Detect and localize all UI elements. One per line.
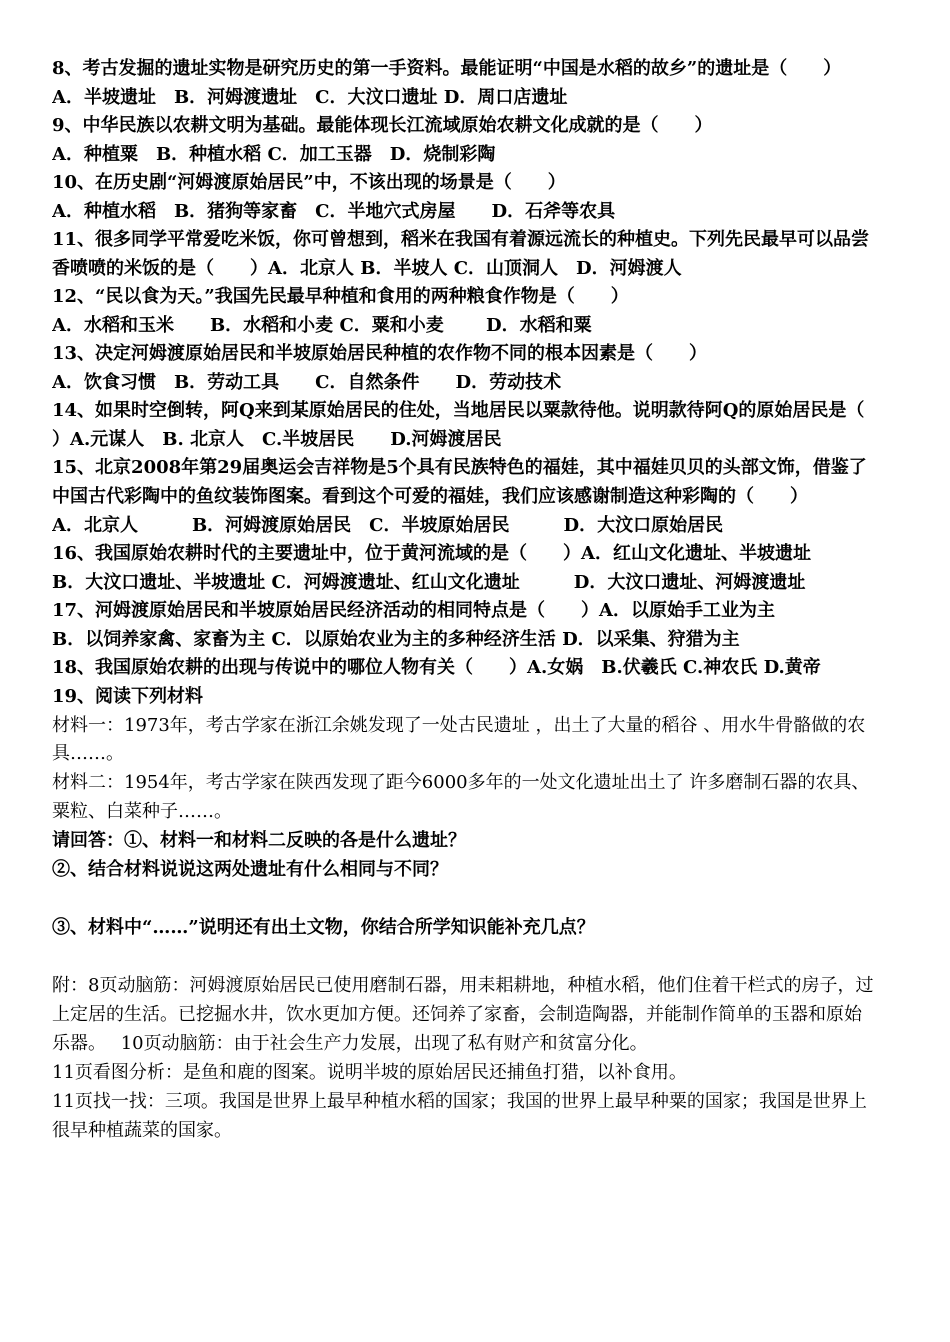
appendix-line-4: 11页看图分析：是鱼和鹿的图案。说明半坡的原始居民还捕鱼打猎，以补食用。	[52, 1062, 687, 1083]
question-19-part-1: 请回答：①、材料一和材料二反映的各是什么遗址？	[52, 830, 466, 851]
question-9-stem: 9、中华民族以农耕文明为基础。最能体现长江流域原始农耕文化成就的是（ ）	[52, 115, 713, 136]
appendix-line-1: 附：8页动脑筋：河姆渡原始居民已使用磨制石器，用耒耜耕地，种植水稻，他们住着干栏式的房子，过	[52, 975, 874, 996]
material-2-line-1: 材料二：1954年，考古学家在陕西发现了距今6000多年的一处文化遗址出土了 许多磨制石器的农具、	[52, 772, 870, 793]
question-15-stem-2: 中国古代彩陶中的鱼纹装饰图案。看到这个可爱的福娃，我们应该感谢制造这种彩陶的（ ）	[52, 486, 808, 507]
question-8-stem: 8、考古发掘的遗址实物是研究历史的第一手资料。最能证明“中国是水稻的故乡”的遗址是（ ）	[52, 58, 842, 79]
question-15-options: A．北京人 B．河姆渡原始居民 C．半坡原始居民 D．大汶口原始居民	[52, 515, 724, 536]
question-16-stem: 16、我国原始农耕时代的主要遗址中，位于黄河流域的是（ ）A．红山文化遗址、半坡遗址	[52, 543, 812, 564]
material-1-line-2: 具……。	[52, 743, 124, 764]
question-10-options: A．种植水稻 B．猪狗等家畜 C．半地穴式房屋 D．石斧等农具	[52, 201, 616, 222]
material-1-line-1: 材料一：1973年，考古学家在浙江余姚发现了一处古民遗址 ，出土了大量的稻谷 、用水牛骨骼做的农	[52, 715, 866, 736]
appendix-line-6: 很早种植蔬菜的国家。	[52, 1120, 232, 1141]
question-12-stem: 12、“民以食为天。”我国先民最早种植和食用的两种粮食作物是（ ）	[52, 286, 629, 307]
question-15-stem-1: 15、北京2008年第29届奥运会吉祥物是5个具有民族特色的福娃，其中福娃贝贝的头部文饰，借鉴了	[52, 457, 867, 478]
material-2-line-2: 粟粒、白菜种子……。	[52, 801, 232, 822]
question-9-options: A．种植粟 B．种植水稻 C．加工玉器 D．烧制彩陶	[52, 144, 496, 165]
question-14-options: ）A.元谋人 B. 北京人 C.半坡居民 D.河姆渡居民	[52, 429, 502, 450]
question-19-heading: 19、阅读下列材料	[52, 686, 204, 707]
question-12-options: A．水稻和玉米 B．水稻和小麦 C．粟和小麦 D．水稻和粟	[52, 315, 592, 336]
question-8-options: A．半坡遗址 B．河姆渡遗址 C．大汶口遗址 D．周口店遗址	[52, 87, 568, 108]
appendix-line-2: 上定居的生活。已挖掘水井，饮水更加方便。还饲养了家畜，会制造陶器，并能制作简单的玉器和原始	[52, 1004, 862, 1025]
question-17-options: B．以饲养家禽、家畜为主 C．以原始农业为主的多种经济生活 D．以采集、狩猎为主	[52, 629, 740, 650]
question-18: 18、我国原始农耕的出现与传说中的哪位人物有关（ ）A.女娲 B.伏羲氏 C.神农氏 D.黄帝	[52, 657, 821, 678]
appendix-line-3: 乐器。 10页动脑筋：由于社会生产力发展，出现了私有财产和贫富分化。	[52, 1033, 648, 1054]
question-19-part-2: ②、结合材料说说这两处遗址有什么相同与不同？	[52, 859, 448, 880]
question-17-stem: 17、河姆渡原始居民和半坡原始居民经济活动的相同特点是（ ）A．以原始手工业为主	[52, 600, 776, 621]
question-10-stem: 10、在历史剧“河姆渡原始居民”中，不该出现的场景是（ ）	[52, 172, 566, 193]
question-16-options: B．大汶口遗址、半坡遗址 C．河姆渡遗址、红山文化遗址 D．大汶口遗址、河姆渡遗址	[52, 572, 806, 593]
question-11-stem: 11、很多同学平常爱吃米饭，你可曾想到，稻米在我国有着源远流长的种植史。下列先民最早可以品尝	[52, 229, 870, 250]
question-19-part-3: ③、材料中“……”说明还有出土文物，你结合所学知识能补充几点？	[52, 917, 595, 938]
question-13-options: A．饮食习惯 B．劳动工具 C．自然条件 D．劳动技术	[52, 372, 562, 393]
appendix-line-5: 11页找一找：三项。我国是世界上最早种植水稻的国家；我国的世界上最早种粟的国家；我国是世界上	[52, 1091, 867, 1112]
question-11-options: 香喷喷的米饭的是（ ）A．北京人 B．半坡人 C．山顶洞人 D．河姆渡人	[52, 258, 682, 279]
question-13-stem: 13、决定河姆渡原始居民和半坡原始居民种植的农作物不同的根本因素是（ ）	[52, 343, 708, 364]
question-14-stem: 14、如果时空倒转，阿Q来到某原始居民的住处，当地居民以粟款待他。说明款待阿Q的原始居民是（	[52, 400, 865, 421]
